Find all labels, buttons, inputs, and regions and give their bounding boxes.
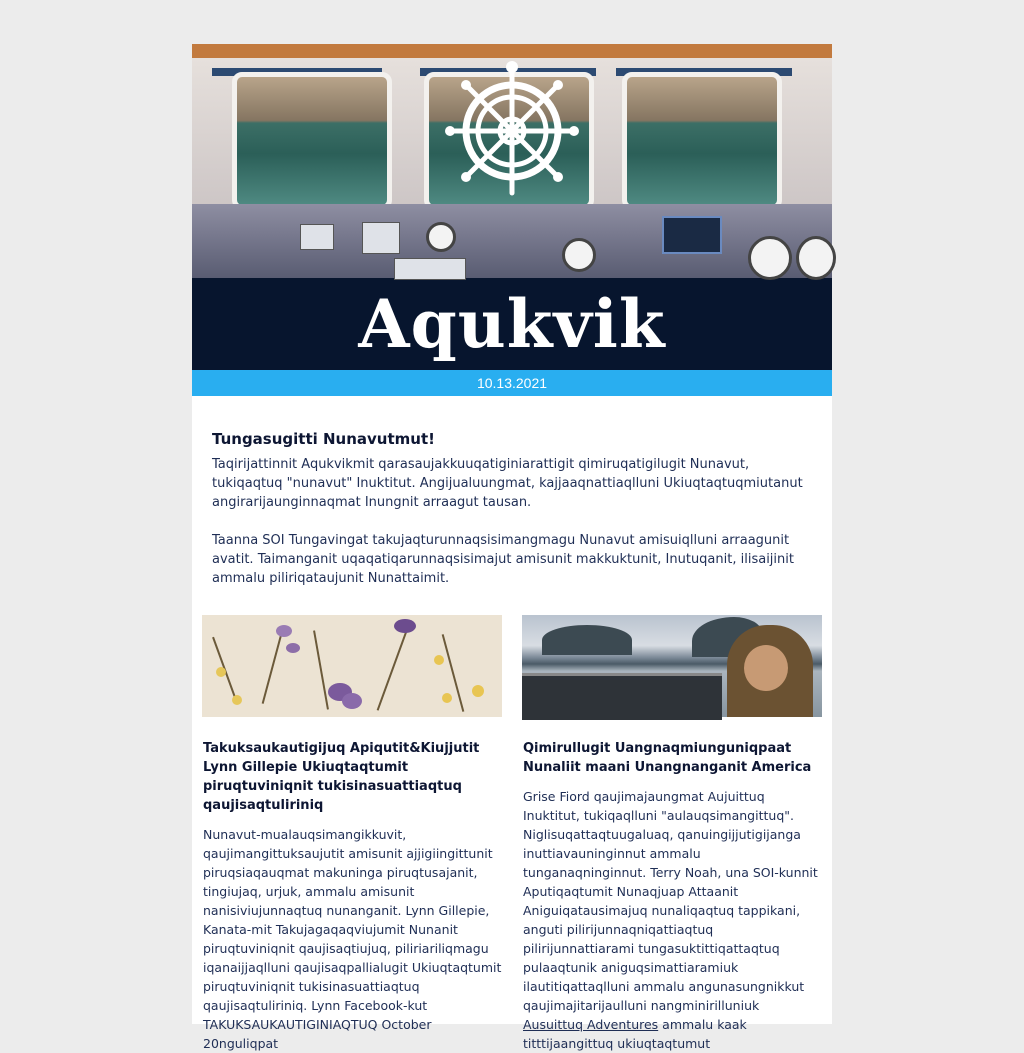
article-body-text: Grise Fiord qaujimajaungmat Aujuittuq Inuktitut, tukiqaqlluni "aulauqsimangittuq". Niglisuqattaqtuugaluaq, qanuingijjutigijanga inuttiavauninginnut ammalu tunganaqninginnut. Terry Noah, una SOI-kunnit Aputiqaqtumit Nunaqjuap Attaanit Aniguiqatausimajuq nunaliqaqtuq tappikani, anguti pilirijunnaqniqattiaqtuq pilirijunnattiarami tungasuktittiqattaqtuq pulaaqtunik aniguqsimattiaramiuk ilautitiqattaqlluni ammalu angunasungnikkut qaujimajitarijaulluni nangminirilluniuk <box>523 789 818 1013</box>
console-panel <box>362 222 400 254</box>
intro-section <box>192 396 832 588</box>
article-heading: Qimirullugit Uangnaqmiunguniqpaat Nunaliit maani Unangnanganit America <box>523 741 812 775</box>
ausuittuq-adventures-link[interactable]: Ausuittuq Adventures <box>523 1017 659 1032</box>
gauge-dial <box>796 236 836 280</box>
bridge-window <box>232 72 392 210</box>
newsletter-title: Aqukvik <box>358 285 666 363</box>
intro-paragraph: Taanna SOI Tungavingat takujaqturunnaqsisimangmagu Nunavut amisuiqlluni arraagunit avatit. Taimanganit uqaqatiqarunnaqsisimajut amisunit makkuktunit, Inutuqanit, ilisaijinit ammalu piliriqataujunit Nunattaimit. <box>212 533 794 586</box>
intro-paragraph: Taqirijattinnit Aqukvikmit qarasaujakkuuqatiginiarattigit qimiruqatigilugit Nunavut, tukiqaqtuq "nunavut" Inuktitut. Angijualuungmat, kajjaaqnattiaqlluni Ukiuqtaqtuqmiutanut angirarijaunginnaqmat Inungnit arraagut tausan. <box>212 457 803 510</box>
bridge-window <box>622 72 782 210</box>
newsletter-email <box>192 44 832 1051</box>
intro-heading: Tungasugitti Nunavutmut! <box>212 430 435 448</box>
article-right <box>522 615 822 1053</box>
gauge-dial <box>748 236 792 280</box>
article-body-text: ammalu kaak titttijaangittuq ukiuqtaqtumut <box>523 1017 747 1051</box>
article-left <box>202 615 502 1053</box>
arctic-landscape-image <box>522 615 822 717</box>
person-face <box>744 645 788 691</box>
console-screen <box>662 216 722 254</box>
ship-console <box>192 204 832 278</box>
issue-date: 10.13.2021 <box>192 370 832 396</box>
console-panel <box>300 224 334 250</box>
article-body: Nunavut-mualauqsimangikkuvit, qaujimangittuksaujutit amisunit ajjigiingittunit piruqsiaqauqmat makuninga piruqtusajanit, tingiujaq, urjuk, ammalu amisunit nanisiviujunnaqtuq nunanganit. Lynn Gillepie, Kanata-mit Takujagaqaqviujumit Nunanit piruqtuviniqnit qaujisaqtiujuq, piliriariliqmagu iqanaijjaqlluni qaujisaqpallialugit Ukiuqtaqtumit piruqtuviniqnit tukisinasuattiaqtuq qaujisaqtuliriniq. Lynn Facebook-kut TAKUKSAUKAUTIGINIAQTUQ October 20nguliqpat <box>203 827 502 1051</box>
boat-cabin <box>522 673 722 720</box>
pressed-flowers-image <box>202 615 502 717</box>
gauge-dial <box>562 238 596 272</box>
article-heading: Takuksaukautigijuq Apiqutit&Kiujjutit Lynn Gillepie Ukiuqtaqtumit piruqtuviniqnit tukisinasuattiaqtuq qaujisaqtuliriniq <box>203 741 480 813</box>
console-panel <box>394 258 466 280</box>
hero-image <box>192 44 832 278</box>
article-body <box>523 787 822 1053</box>
ship-wheel-icon <box>447 58 577 188</box>
ceiling-trim <box>192 44 832 58</box>
gauge-dial <box>426 222 456 252</box>
masthead <box>192 278 832 370</box>
